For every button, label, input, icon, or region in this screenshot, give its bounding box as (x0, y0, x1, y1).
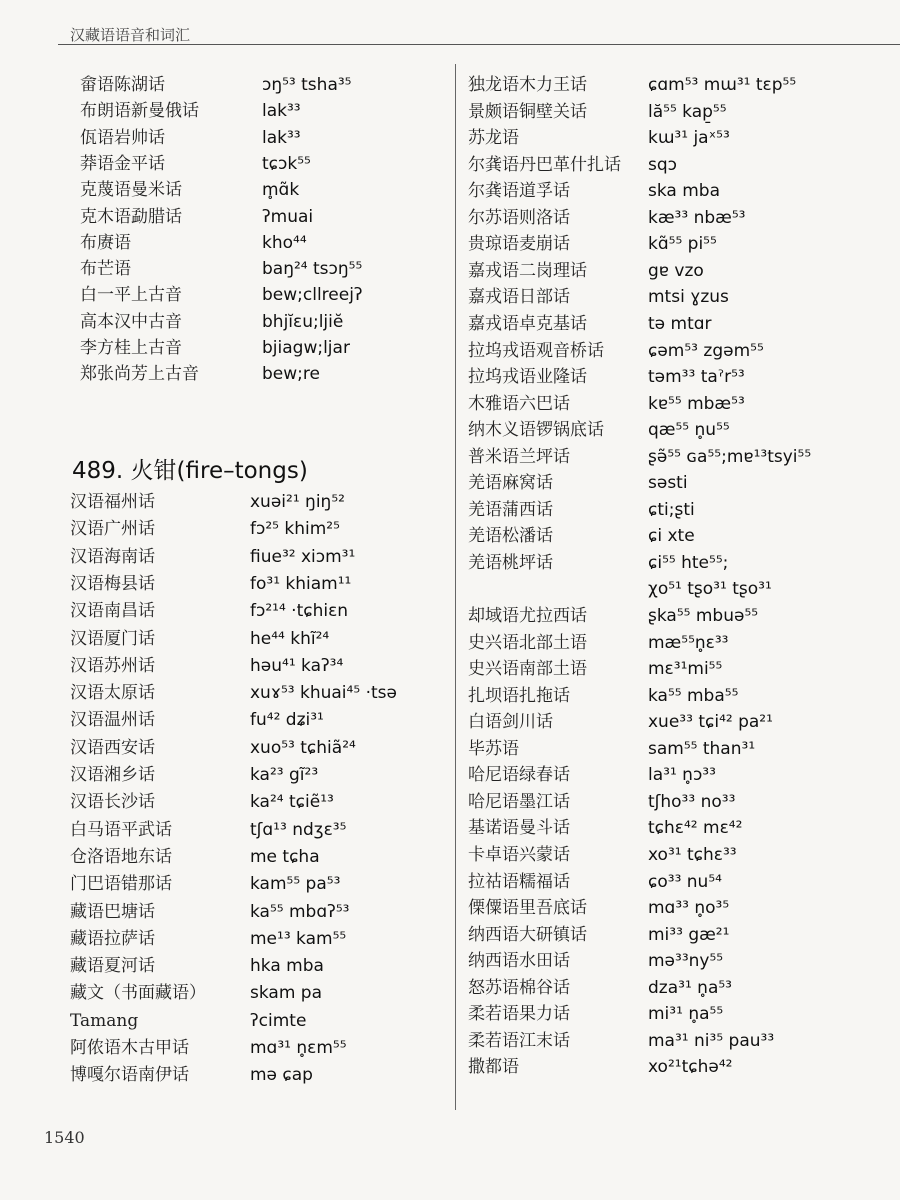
language-name: 拉坞戎语观音桥话 (468, 340, 604, 361)
word-form: ʂka⁵⁵ mbuə⁵⁵ (648, 606, 759, 626)
word-form: ma³¹ ni³⁵ pau³³ (648, 1030, 775, 1051)
language-name: 傈僳语里吾底话 (468, 898, 587, 919)
language-name: 克蔑语曼米话 (80, 180, 182, 201)
language-name: 汉语厦门话 (70, 628, 155, 649)
word-form: xue³³ tɕi⁴² pa²¹ (648, 712, 773, 733)
word-form: sam⁵⁵ than³¹ (648, 738, 756, 759)
word-form: mi³¹ n̥a⁵⁵ (648, 1004, 724, 1025)
word-form: ska mba (648, 181, 720, 202)
language-name: 高本汉中古音 (80, 311, 182, 332)
word-form: tʃɑ¹³ ndʒɛ³⁵ (250, 819, 347, 840)
word-form: fɔ²⁵ khim²⁵ (250, 519, 340, 540)
language-name: 畲语陈湖话 (80, 75, 165, 95)
language-name: 藏语夏河话 (70, 956, 155, 977)
word-form: bew;cllreejʔ (262, 285, 363, 306)
language-name: 嘉戎语日部话 (468, 287, 570, 308)
word-form: mɑ³³ n̥o³⁵ (648, 898, 730, 919)
language-name: 苏龙语 (468, 128, 519, 149)
word-form: bjiagw;ljar (262, 338, 350, 358)
word-form: bhjĭɛu;ljiĕ (262, 311, 344, 332)
word-form: xo²¹tɕhə⁴² (648, 1057, 733, 1078)
language-name: 布朗语新曼俄话 (80, 101, 199, 122)
language-name: 普米语兰坪话 (468, 446, 570, 467)
word-form: fo³¹ khiam¹¹ (250, 573, 352, 594)
word-form: mɑ³¹ n̥ɛm⁵⁵ (250, 1038, 347, 1058)
language-name: 却域语尤拉西话 (468, 606, 587, 626)
language-name: 羌语松潘话 (468, 526, 553, 547)
language-name: 羌语蒲西话 (468, 499, 553, 520)
word-form: dza³¹ n̥a⁵³ (648, 977, 732, 998)
word-form: baŋ²⁴ tsɔŋ⁵⁵ (262, 259, 363, 280)
language-name: 嘉戎语二岗理话 (468, 260, 587, 281)
language-name: 毕苏语 (468, 738, 519, 759)
word-form: qæ⁵⁵ n̥u⁵⁵ (648, 420, 730, 441)
section-title: 火钳(fire–tongs) (130, 458, 308, 484)
word-form: ka⁵⁵ mba⁵⁵ (648, 685, 739, 706)
language-name: 藏语巴塘话 (70, 901, 155, 922)
language-name: 景颇语铜壁关话 (468, 101, 587, 122)
word-form: mi³³ gæ²¹ (648, 924, 730, 945)
language-name: 莽语金平话 (80, 153, 165, 174)
language-name: 史兴语北部土语 (468, 632, 587, 653)
language-name: 仓洛语地东话 (70, 846, 172, 867)
language-name: 木雅语六巴话 (468, 393, 570, 414)
word-form: ʔmuai (262, 206, 314, 227)
word-form: ʔcimte (250, 1010, 307, 1031)
language-name: 扎坝语扎拖话 (468, 685, 570, 706)
language-name: 嘉戎语卓克基话 (468, 313, 587, 334)
word-form: ka²⁴ tɕiẽ¹³ (250, 792, 334, 813)
word-form: ɕəm⁵³ zgəm⁵⁵ (648, 340, 764, 361)
language-name: 尔龚语道孚话 (468, 181, 570, 202)
word-form: skam pa (250, 983, 322, 1004)
word-form: lak³³ (262, 127, 301, 148)
language-name: 纳西语水田话 (468, 951, 570, 972)
word-form: lă⁵⁵ kap̱⁵⁵ (648, 101, 727, 122)
word-form: tə mtɑr (648, 313, 712, 334)
word-form: tʃho³³ no³³ (648, 791, 736, 812)
language-name: 克木语勐腊话 (80, 206, 182, 227)
word-form: ɕti;ʂti (648, 499, 695, 520)
word-form: mə ɕap (250, 1065, 313, 1086)
language-name: 贵琼语麦崩话 (468, 234, 570, 255)
word-form: ka²³ gĩ²³ (250, 765, 319, 785)
word-form: mæ⁵⁵n̥ɛ³³ (648, 632, 729, 653)
language-name: 藏文（书面藏语） (70, 983, 206, 1004)
word-form: kɯ³¹ jaˣ⁵³ (648, 128, 730, 149)
word-form: sqɔ (648, 154, 677, 175)
language-name: 白一平上古音 (80, 285, 182, 306)
language-name: 汉语太原话 (70, 683, 155, 704)
word-form: he⁴⁴ khĩ²⁴ (250, 628, 330, 649)
language-name: 汉语福州话 (70, 492, 155, 512)
word-form: kɐ⁵⁵ mbæ⁵³ (648, 393, 745, 414)
language-name: 卡卓语兴蒙话 (468, 844, 570, 865)
word-form: kæ³³ nbæ⁵³ (648, 207, 746, 228)
section-number: 489. (72, 458, 124, 484)
word-form: ɕo³³ nu⁵⁴ (648, 871, 722, 892)
word-form: gɐ vzo (648, 260, 704, 281)
language-name: 汉语广州话 (70, 519, 155, 540)
word-form: təm³³ taˀr⁵³ (648, 367, 745, 388)
word-form: χo⁵¹ tʂo³¹ tʂo³¹ (648, 579, 772, 600)
language-name: 撒都语 (468, 1057, 519, 1078)
column-divider (455, 64, 456, 1110)
word-form: kam⁵⁵ pa⁵³ (250, 874, 341, 895)
language-name: 羌语麻窝话 (468, 473, 553, 494)
language-name: 纳木义语锣锅底话 (468, 420, 604, 441)
word-form: la³¹ n̥ɔ³³ (648, 765, 716, 786)
word-form: ʂə̃⁵⁵ ɢa⁵⁵;mɐ¹³tsyi⁵⁵ (648, 446, 812, 467)
language-name: 布赓语 (80, 232, 131, 253)
language-name: 拉祜语糯福话 (468, 871, 570, 892)
language-name: 白语剑川话 (468, 712, 553, 733)
language-name: 柔若语果力话 (468, 1004, 570, 1025)
word-form: xo³¹ tɕhɛ³³ (648, 844, 737, 865)
language-name: 阿侬语木古甲话 (70, 1038, 189, 1058)
word-form: ɕɑm⁵³ mɯ³¹ tɛp⁵⁵ (648, 75, 797, 95)
language-name: 史兴语南部土语 (468, 659, 587, 680)
word-form: xuɤ⁵³ khuai⁴⁵ ·tsə (250, 683, 397, 704)
word-form: ɕi xte (648, 526, 695, 547)
language-name: 尔龚语丹巴革什扎话 (468, 154, 621, 175)
language-name: 哈尼语墨江话 (468, 791, 570, 812)
language-name: 汉语南昌话 (70, 601, 155, 622)
language-name: 基诺语曼斗话 (468, 818, 570, 839)
word-form: mə³³ny⁵⁵ (648, 951, 724, 972)
language-name: 汉语苏州话 (70, 655, 155, 676)
language-name: 怒苏语棉谷话 (468, 977, 570, 998)
language-name: 羌语桃坪话 (468, 552, 553, 573)
language-name: 佤语岩帅话 (80, 127, 165, 148)
word-form: ka⁵⁵ mbɑʔ⁵³ (250, 901, 350, 922)
language-name: 李方桂上古音 (80, 338, 182, 358)
language-name: 汉语温州话 (70, 710, 155, 731)
language-name: 白马语平武话 (70, 819, 172, 840)
word-form: tɕhɛ⁴² mɛ⁴² (648, 818, 743, 839)
word-form: ɕi⁵⁵ hte⁵⁵; (648, 552, 729, 573)
word-form: me tɕha (250, 846, 320, 867)
word-form: xuo⁵³ tɕhiã²⁴ (250, 737, 356, 758)
word-form: mtsi ɣzus (648, 287, 729, 308)
word-form: tɕɔk⁵⁵ (262, 153, 311, 174)
running-header: 汉藏语语音和词汇 (70, 26, 191, 44)
header-rule (58, 44, 900, 45)
language-name: 汉语长沙话 (70, 792, 155, 813)
section-heading (72, 452, 308, 485)
page-number: 1540 (44, 1128, 85, 1147)
word-form: ɔŋ⁵³ tsha³⁵ (262, 75, 352, 95)
language-name: 汉语梅县话 (70, 573, 155, 594)
word-form: bew;re (262, 364, 320, 385)
language-name: 哈尼语绿春话 (468, 765, 570, 786)
word-form: xuəi²¹ ŋiŋ⁵² (250, 492, 345, 512)
language-name: 汉语海南话 (70, 546, 155, 567)
word-form: lak³³ (262, 101, 301, 122)
word-form: mɛ³¹mi⁵⁵ (648, 659, 723, 680)
word-form: m̥ɑ̃k (262, 180, 300, 201)
language-name: 纳西语大研镇话 (468, 924, 587, 945)
word-form: kho⁴⁴ (262, 232, 307, 253)
language-name: 独龙语木力王话 (468, 75, 587, 95)
word-form: həu⁴¹ kaʔ³⁴ (250, 655, 344, 676)
language-name: 藏语拉萨话 (70, 928, 155, 949)
word-form: hka mba (250, 956, 324, 977)
language-name: 汉语西安话 (70, 737, 155, 758)
language-name: 博嘎尔语南伊话 (70, 1065, 189, 1086)
language-name: 门巴语错那话 (70, 874, 172, 895)
word-form: səsti (648, 473, 688, 494)
language-name: 柔若语江末话 (468, 1030, 570, 1051)
language-name: 拉坞戎语业隆话 (468, 367, 587, 388)
language-name: 汉语湘乡话 (70, 765, 155, 785)
language-name: 尔苏语则洛话 (468, 207, 570, 228)
word-form: kɑ̃⁵⁵ pi⁵⁵ (648, 234, 717, 255)
word-form: fu⁴² dʑi³¹ (250, 710, 324, 731)
word-form: me¹³ kam⁵⁵ (250, 928, 347, 949)
language-name: 布芒语 (80, 259, 131, 280)
language-name: Tamang (70, 1010, 139, 1031)
language-name: 郑张尚芳上古音 (80, 364, 199, 385)
word-form: fiue³² xiɔm³¹ (250, 546, 356, 567)
word-form: fɔ²¹⁴ ·tɕhiɛn (250, 601, 349, 622)
